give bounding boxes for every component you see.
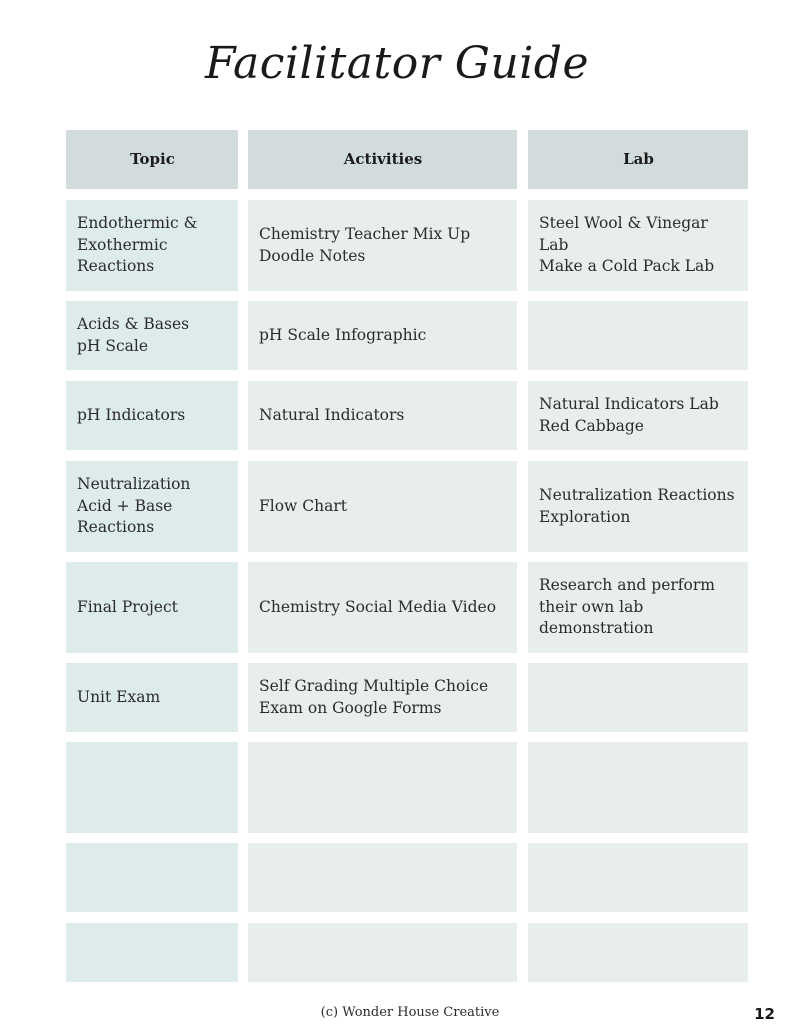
table-cell-topic: Final Project	[66, 562, 238, 653]
table-cell-activities: Flow Chart	[248, 461, 517, 552]
table-cell-activities	[248, 923, 517, 982]
table-cell-topic: Endothermic & Exothermic Reactions	[66, 200, 238, 291]
table-cell-lab	[528, 301, 748, 370]
copyright-footer: (c) Wonder House Creative	[320, 1005, 500, 1020]
table-cell-topic: Acids & Bases pH Scale	[66, 301, 238, 370]
table-cell-activities: Self Grading Multiple Choice Exam on Google Forms	[248, 663, 517, 732]
table-cell-lab: Research and perform their own lab demonstration	[528, 562, 748, 653]
header-lab: Lab	[528, 130, 748, 189]
page-number: 12	[754, 1005, 775, 1023]
header-activities: Activities	[248, 130, 517, 189]
table-cell-lab	[528, 923, 748, 982]
table-cell-lab: Steel Wool & Vinegar Lab Make a Cold Pack Lab	[528, 200, 748, 291]
table-cell-activities: Natural Indicators	[248, 381, 517, 450]
table-cell-activities: Chemistry Teacher Mix Up Doodle Notes	[248, 200, 517, 291]
table-cell-topic: Unit Exam	[66, 663, 238, 732]
table-cell-lab: Natural Indicators Lab Red Cabbage	[528, 381, 748, 450]
table-cell-lab	[528, 663, 748, 732]
table-cell-activities: Chemistry Social Media Video	[248, 562, 517, 653]
table-cell-lab	[528, 742, 748, 833]
table-cell-topic	[66, 742, 238, 833]
table-cell-topic: Neutralization Acid + Base Reactions	[66, 461, 238, 552]
table-cell-lab	[528, 843, 748, 912]
header-topic: Topic	[66, 130, 238, 189]
table-cell-activities: pH Scale Infographic	[248, 301, 517, 370]
page-title: Facilitator Guide	[204, 38, 589, 89]
table-cell-lab: Neutralization Reactions Exploration	[528, 461, 748, 552]
table-cell-activities	[248, 843, 517, 912]
table-cell-topic	[66, 923, 238, 982]
table-cell-activities	[248, 742, 517, 833]
table-cell-topic: pH Indicators	[66, 381, 238, 450]
table-cell-topic	[66, 843, 238, 912]
